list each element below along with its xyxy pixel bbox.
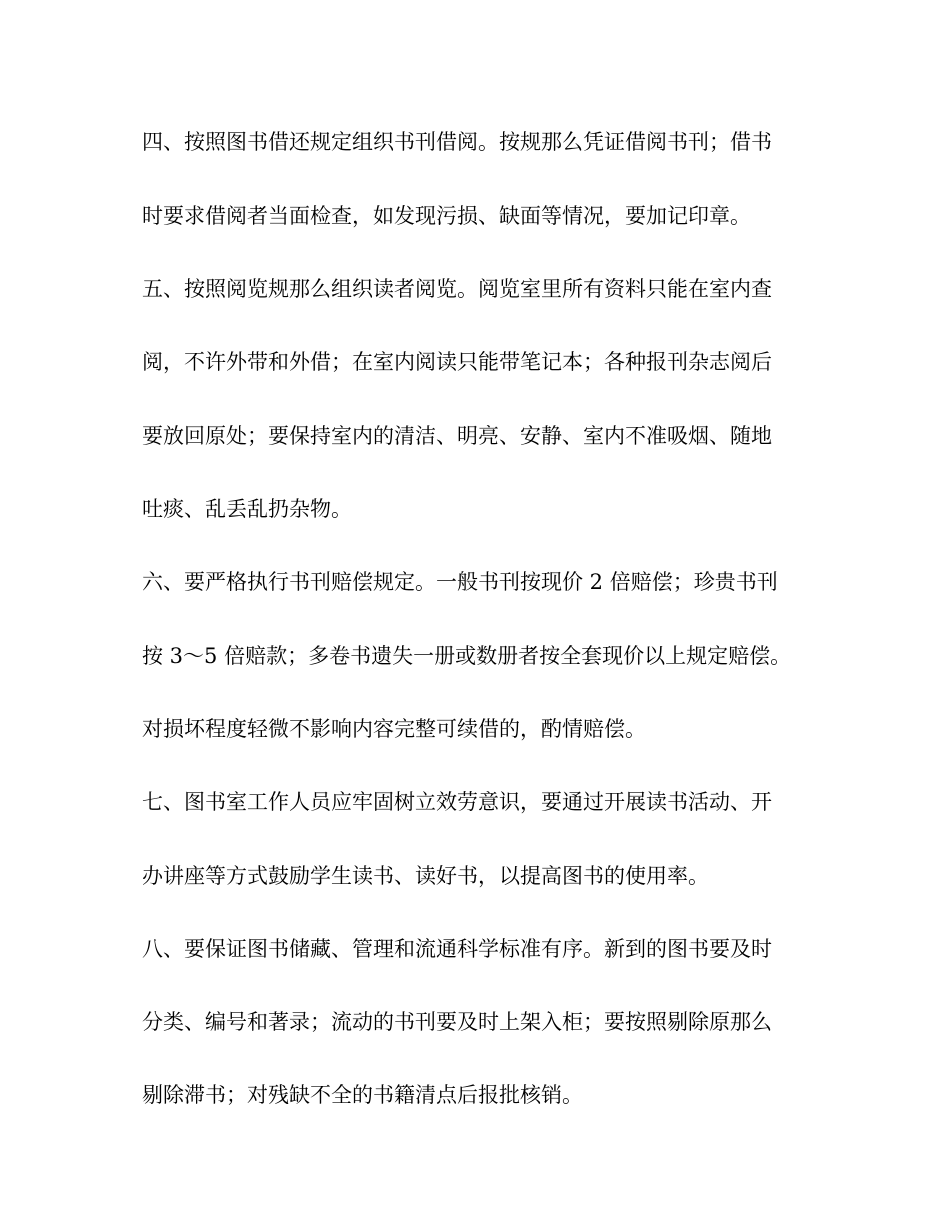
- text-line: 五、按照阅览规那么组织读者阅览。阅览室里所有资料只能在室内查: [142, 277, 772, 301]
- text-line: 六、要严格执行书刊赔偿规定。一般书刊按现价 2 倍赔偿；珍贵书刊: [142, 570, 778, 594]
- text-line: 分类、编号和著录；流动的书刊要及时上架入柜；要按照剔除原那么: [142, 1010, 772, 1034]
- text-line: 办讲座等方式鼓励学生读书、读好书，以提高图书的使用率。: [142, 864, 709, 888]
- text-line: 阅，不许外带和外借；在室内阅读只能带笔记本；各种报刊杂志阅后: [142, 350, 772, 374]
- text-line: 按 3～5 倍赔款；多卷书遗失一册或数册者按全套现价以上规定赔偿。: [142, 644, 792, 668]
- text-line: 剔除滞书；对残缺不全的书籍清点后报批核销。: [142, 1083, 583, 1107]
- text-line: 四、按照图书借还规定组织书刊借阅。按规那么凭证借阅书刊；借书: [142, 130, 772, 154]
- text-line: 对损坏程度轻微不影响内容完整可续借的，酌情赔偿。: [142, 717, 646, 741]
- text-line: 要放回原处；要保持室内的清洁、明亮、安静、室内不准吸烟、随地: [142, 424, 772, 448]
- text-line: 八、要保证图书储藏、管理和流通科学标准有序。新到的图书要及时: [142, 937, 772, 961]
- text-line: 时要求借阅者当面检查，如发现污损、缺面等情况，要加记印章。: [142, 204, 751, 228]
- text-line: 吐痰、乱丢乱扔杂物。: [142, 497, 352, 521]
- text-line: 七、图书室工作人员应牢固树立效劳意识，要通过开展读书活动、开: [142, 790, 772, 814]
